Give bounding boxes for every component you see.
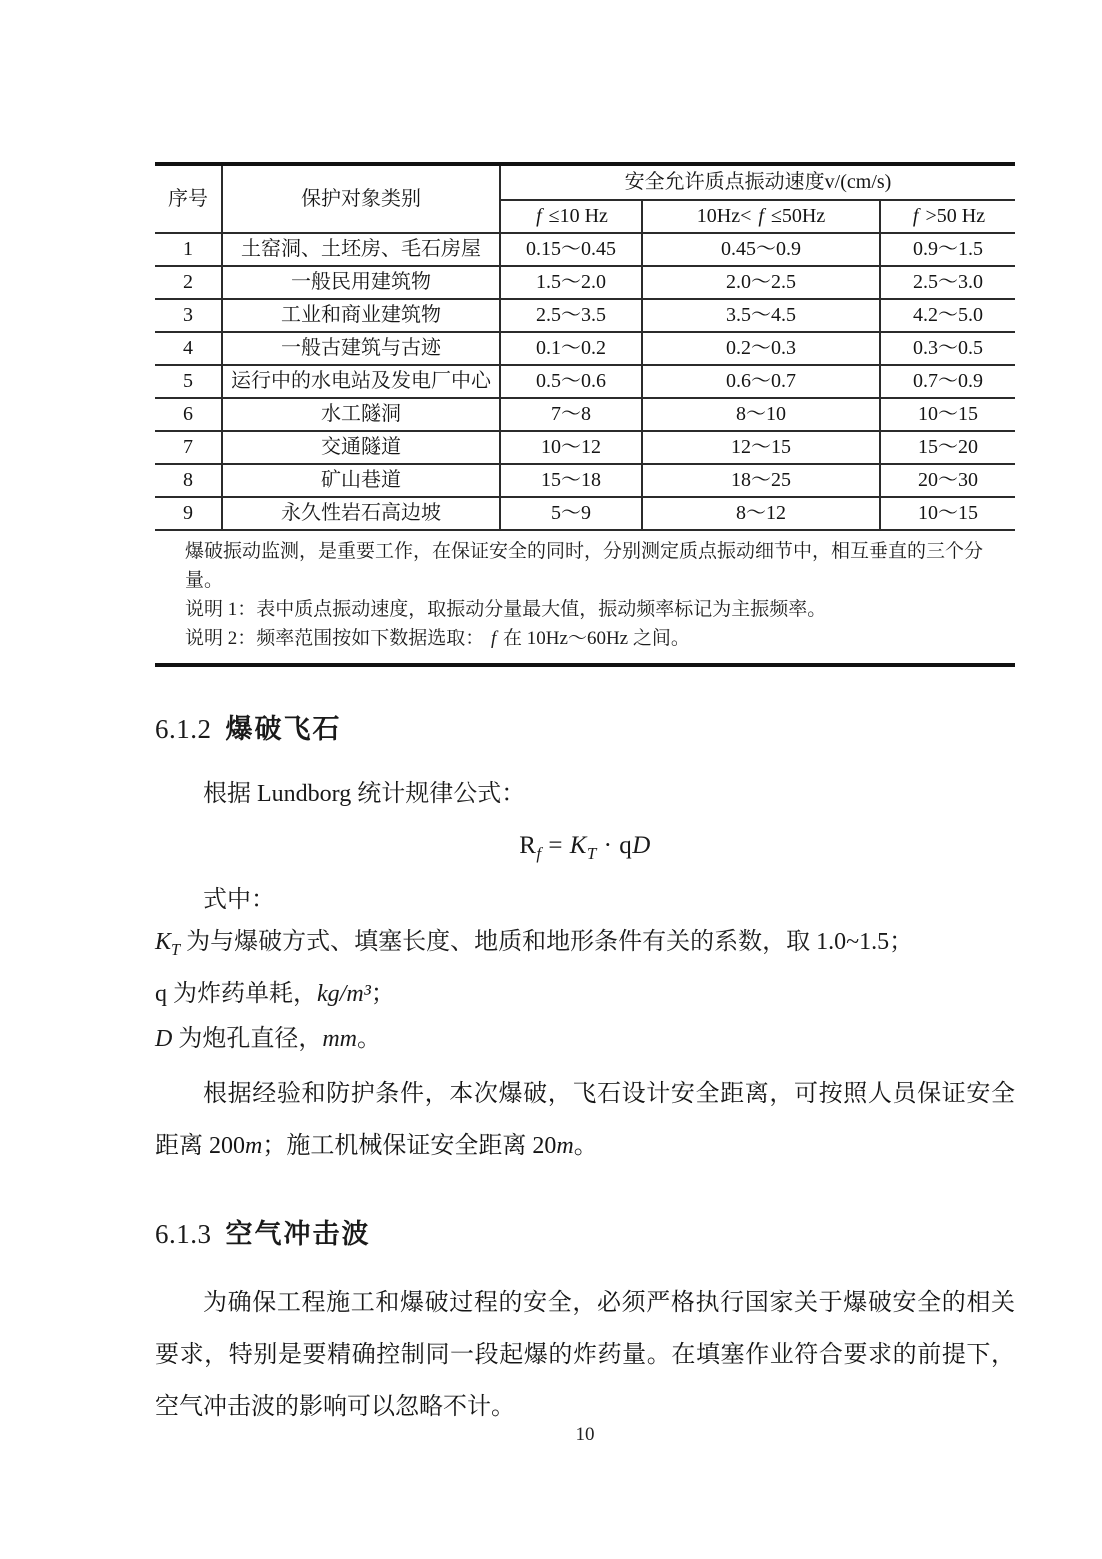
table-row	[155, 431, 1015, 464]
def-q-unit: kg/m³	[317, 980, 371, 1007]
formula-d: D	[632, 832, 651, 859]
row-index-cell: 2	[155, 266, 222, 299]
para-text: 根据经验和防护条件，本次爆破，飞石设计安全距离，可按照人员保证安全距离 200	[155, 1080, 1015, 1159]
row-velocity-low-cell: 1.5～2.0	[500, 266, 642, 299]
var-k-sub: T	[171, 939, 181, 959]
row-category-cell: 土窑洞、土坯房、毛石房屋	[222, 233, 500, 266]
table-row	[155, 398, 1015, 431]
row-velocity-high-cell: 2.5～3.0	[880, 266, 1015, 299]
row-index-cell: 8	[155, 464, 222, 497]
row-velocity-low-cell: 10～12	[500, 431, 642, 464]
page-content	[155, 162, 1015, 1433]
header-freq-mid	[642, 200, 880, 233]
def-d-unit: mm	[322, 1025, 358, 1052]
header-category: 保护对象类别	[222, 164, 500, 233]
row-index-cell: 1	[155, 233, 222, 266]
row-index-cell: 9	[155, 497, 222, 530]
freq-symbol: f	[912, 205, 919, 227]
row-velocity-high-cell: 10～15	[880, 497, 1015, 530]
def-q-tail: ；	[370, 980, 395, 1007]
row-velocity-high-cell: 20～30	[880, 464, 1015, 497]
formula-k: K	[569, 832, 587, 859]
row-velocity-mid-cell: 0.45～0.9	[642, 233, 880, 266]
row-velocity-low-cell: 5～9	[500, 497, 642, 530]
table-row	[155, 299, 1015, 332]
header-index: 序号	[155, 164, 222, 233]
row-velocity-low-cell: 0.1～0.2	[500, 332, 642, 365]
freq-high-label: >50 Hz	[920, 205, 986, 227]
def-d-text: 为炮孔直径，	[172, 1025, 323, 1052]
freq-symbol: f	[536, 205, 542, 227]
page-number: 10	[575, 1424, 595, 1445]
row-velocity-mid-cell: 12～15	[642, 431, 880, 464]
section-number: 6.1.2	[155, 714, 212, 744]
def-d-tail: 。	[357, 1025, 382, 1052]
table-header-row-1	[155, 164, 1015, 200]
row-velocity-high-cell: 0.3～0.5	[880, 332, 1015, 365]
lundborg-intro: 根据 Lundborg 统计规律公式：	[203, 781, 526, 807]
air-shockwave-paragraph: 为确保工程施工和爆破过程的安全，必须严格执行国家关于爆破安全的相关要求，特别是要精确控制同一段起爆的炸药量。在填塞作业符合要求的前提下，空气冲击波的影响可以忽略不计。	[155, 1289, 1015, 1420]
freq-mid-pre: 10Hz<	[696, 205, 757, 227]
row-velocity-low-cell: 2.5～3.5	[500, 299, 642, 332]
freq-mid-label: ≤50Hz	[765, 205, 826, 227]
def-kt-text: 为与爆破方式、填塞长度、地质和地形条件有关的系数，取 1.0~1.5；	[180, 929, 914, 955]
definition-d	[155, 1017, 1015, 1062]
row-velocity-low-cell: 0.15～0.45	[500, 233, 642, 266]
table-note-3	[185, 624, 1005, 653]
row-velocity-high-cell: 15～20	[880, 431, 1015, 464]
note-3-pre: 说明 2：频率范围按如下数据选取：	[185, 628, 490, 649]
section-title: 爆破飞石	[225, 714, 342, 744]
row-category-cell: 水工隧洞	[222, 398, 500, 431]
table-row	[155, 497, 1015, 530]
row-index-cell: 4	[155, 332, 222, 365]
freq-low-label: ≤10 Hz	[543, 205, 608, 227]
section-heading-612	[155, 707, 1015, 746]
row-category-cell: 交通隧道	[222, 431, 500, 464]
row-index-cell: 3	[155, 299, 222, 332]
formula-k-sub: T	[586, 844, 597, 863]
vibration-velocity-table	[155, 162, 1015, 667]
formula-r: R	[519, 832, 537, 859]
freq-symbol: f	[491, 628, 497, 649]
definition-kt	[155, 920, 1015, 972]
formula-r-sub: f	[536, 844, 542, 863]
row-velocity-high-cell: 0.7～0.9	[880, 365, 1015, 398]
row-index-cell: 6	[155, 398, 222, 431]
table-notes-cell	[155, 530, 1015, 665]
row-velocity-low-cell: 7～8	[500, 398, 642, 431]
para-text: ；施工机械保证安全距离 20	[262, 1132, 557, 1159]
row-category-cell: 一般民用建筑物	[222, 266, 500, 299]
section-heading-613	[155, 1212, 1015, 1251]
section-number: 6.1.3	[155, 1218, 212, 1249]
table-row	[155, 332, 1015, 365]
unit-m: m	[245, 1132, 263, 1159]
formula-q: q	[619, 832, 633, 859]
row-velocity-low-cell: 15～18	[500, 464, 642, 497]
flyrock-distance-paragraph	[155, 1068, 1015, 1172]
definition-q	[155, 972, 1015, 1017]
row-velocity-mid-cell: 8～12	[642, 497, 880, 530]
row-velocity-low-cell: 0.5～0.6	[500, 365, 642, 398]
row-velocity-high-cell: 0.9～1.5	[880, 233, 1015, 266]
row-velocity-high-cell: 10～15	[880, 398, 1015, 431]
row-category-cell: 矿山巷道	[222, 464, 500, 497]
row-index-cell: 5	[155, 365, 222, 398]
var-d: D	[155, 1025, 173, 1052]
row-velocity-mid-cell: 8～10	[642, 398, 880, 431]
row-index-cell: 7	[155, 431, 222, 464]
header-freq-low	[500, 200, 642, 233]
row-velocity-mid-cell: 2.0～2.5	[642, 266, 880, 299]
table-notes-row	[155, 530, 1015, 665]
header-freq-high	[880, 200, 1015, 233]
lundborg-formula	[155, 832, 1015, 864]
row-category-cell: 永久性岩石高边坡	[222, 497, 500, 530]
table-row	[155, 365, 1015, 398]
def-q-text: 为炸药单耗，	[167, 980, 317, 1007]
row-category-cell: 运行中的水电站及发电厂中心	[222, 365, 500, 398]
freq-symbol: f	[758, 205, 764, 227]
table-row	[155, 266, 1015, 299]
note-3-post: 在 10Hz～60Hz 之间。	[498, 628, 690, 649]
table-note-2: 说明 1：表中质点振动速度，取振动分量最大值，振动频率标记为主振频率。	[185, 599, 827, 620]
row-velocity-high-cell: 4.2～5.0	[880, 299, 1015, 332]
table-row	[155, 233, 1015, 266]
unit-m: m	[556, 1132, 574, 1159]
row-category-cell: 一般古建筑与古迹	[222, 332, 500, 365]
table-note-1: 爆破振动监测，是重要工作，在保证安全的同时，分别测定质点振动细节中，相互垂直的三个分量。	[185, 541, 984, 591]
para-text: 。	[573, 1132, 598, 1159]
row-velocity-mid-cell: 18～25	[642, 464, 880, 497]
formula-dot: ·	[596, 832, 620, 859]
row-velocity-mid-cell: 3.5～4.5	[642, 299, 880, 332]
row-velocity-mid-cell: 0.2～0.3	[642, 332, 880, 365]
header-velocity: 安全允许质点振动速度v/(cm/s)	[500, 164, 1015, 200]
row-category-cell: 工业和商业建筑物	[222, 299, 500, 332]
where-label: 式中：	[203, 887, 275, 913]
formula-equals: =	[541, 832, 570, 859]
var-k: K	[155, 929, 172, 955]
row-velocity-mid-cell: 0.6～0.7	[642, 365, 880, 398]
section-title: 空气冲击波	[225, 1218, 371, 1249]
table-row	[155, 464, 1015, 497]
var-q: q	[155, 980, 167, 1007]
